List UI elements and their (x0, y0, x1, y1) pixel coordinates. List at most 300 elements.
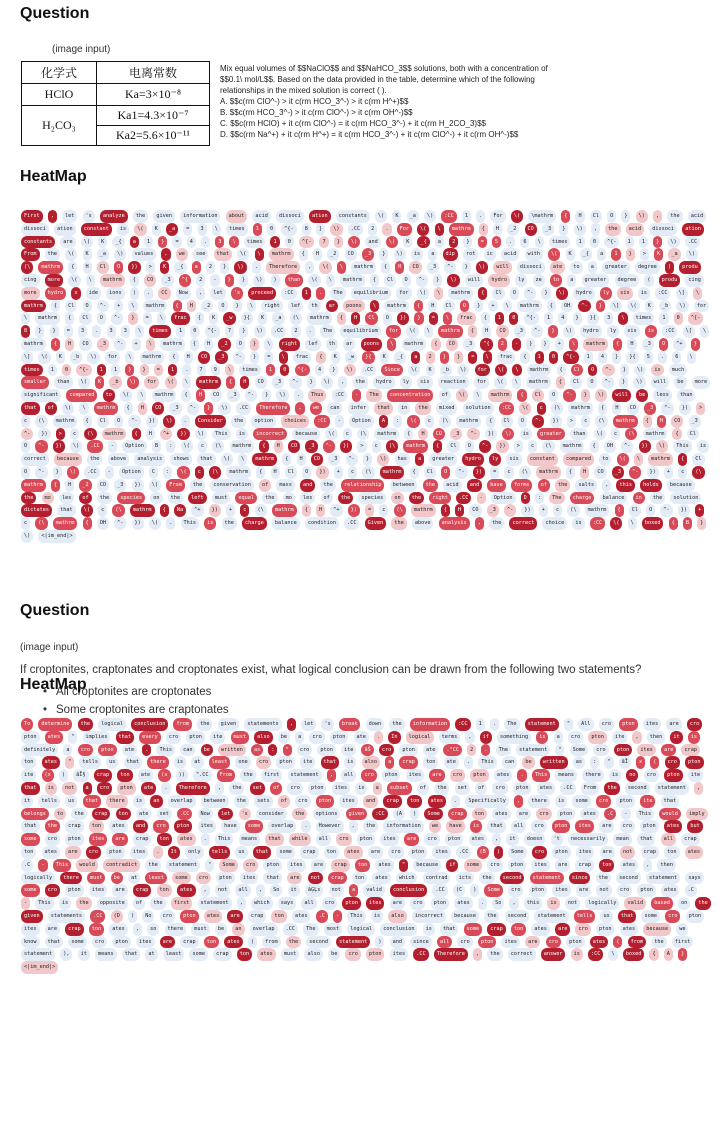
heatmap-token: .C (685, 884, 697, 897)
heatmap-token: pton (588, 731, 607, 744)
heatmap-token: can (502, 756, 517, 769)
heatmap-token: would (76, 859, 98, 872)
heatmap-token: mathrm (527, 364, 552, 377)
heatmap-token: forms (511, 479, 533, 492)
heatmap-token: mathrm (585, 504, 610, 517)
heatmap-token: : (535, 492, 544, 505)
heatmap-token: \) (114, 248, 126, 261)
heatmap-token: _2 (507, 223, 519, 236)
heatmap-token: the (651, 936, 666, 949)
heatmap-token: tells (574, 910, 596, 923)
heatmap-token: 2 (426, 351, 435, 364)
heatmap-token: , (509, 897, 518, 910)
heatmap-token: = (468, 351, 477, 364)
heatmap-token: K (654, 248, 663, 261)
heatmap-token: K (95, 376, 104, 389)
heatmap-token: mathrm (536, 466, 561, 479)
heatmap-token: that (374, 402, 393, 415)
heatmap-token: if (480, 731, 492, 744)
heatmap-token: pton (317, 744, 336, 757)
heatmap-token: Therefore (434, 948, 468, 961)
heatmap-token: _a (166, 223, 178, 236)
heatmap-token: ^- (504, 504, 516, 517)
heatmap-token: ate (141, 782, 156, 795)
heatmap-token: : (393, 415, 402, 428)
heatmap-token: Option (122, 440, 147, 453)
heatmap-token: ( (650, 756, 659, 769)
heatmap-token: _a (668, 248, 680, 261)
heatmap-token: } (53, 466, 62, 479)
heatmap-token: } (581, 389, 590, 402)
heatmap-token: } (363, 453, 372, 466)
heatmap-token: are (525, 936, 540, 949)
heatmap-token: <|im_end|> (21, 961, 58, 974)
heatmap-token: second (500, 872, 525, 885)
heatmap-token: a (83, 782, 92, 795)
heatmap-token: \( (548, 248, 560, 261)
heatmap-token: CO (496, 325, 508, 338)
heatmap-token: ite (300, 756, 315, 769)
heatmap-token: \ (608, 948, 617, 961)
heatmap-token: \ (157, 312, 166, 325)
heatmap-token: 0 (549, 351, 558, 364)
heatmap-token: 1 (168, 364, 177, 377)
heatmap-token: - (621, 808, 630, 821)
heatmap-token: . (478, 897, 487, 910)
heatmap-token: in (398, 402, 410, 415)
heatmap-token: , (653, 210, 662, 223)
heatmap-token: mass (276, 479, 295, 492)
heatmap-token: cro (532, 846, 547, 859)
heatmap-token: given (346, 808, 368, 821)
heatmap-token: will (465, 274, 484, 287)
table-cell-formula: H₂CO₃ (22, 106, 97, 146)
heatmap-token: CO (627, 402, 639, 415)
heatmap-token: = (429, 312, 438, 325)
heatmap-token: \ (687, 351, 696, 364)
heatmap-token: acid (252, 210, 271, 223)
heatmap-token: O (588, 364, 597, 377)
heatmap-token: _3 (463, 338, 475, 351)
heatmap-token: must (231, 731, 250, 744)
heatmap-token: . (252, 261, 261, 274)
heatmap-token: ites (531, 859, 550, 872)
heatmap-token: .CC (177, 808, 192, 821)
heatmap-token: greater (602, 261, 630, 274)
heatmap-token: option (251, 415, 276, 428)
heatmap-token: determine (38, 718, 72, 731)
heatmap-token: _3 (642, 338, 654, 351)
heatmap-token: ates (204, 910, 223, 923)
heatmap-token: K (566, 248, 575, 261)
heatmap-token: than (285, 274, 304, 287)
heatmap-token: to (103, 389, 115, 402)
heatmap-token: all (437, 936, 452, 949)
heatmap-token: c (372, 440, 381, 453)
heatmap-token: ton (117, 769, 132, 782)
heatmap-token: compared (66, 389, 97, 402)
heatmap-token: hydro (488, 274, 510, 287)
heatmap-token: since (569, 872, 591, 885)
heatmap-token: information (180, 210, 220, 223)
heatmap-token: " (604, 756, 613, 769)
heatmap-token: times (149, 325, 171, 338)
heatmap-token: . (294, 389, 303, 402)
heatmap-token: the (479, 872, 494, 885)
heatmap-token: \ (238, 453, 247, 466)
heatmap-token: O (510, 287, 519, 300)
heatmap-token: c (98, 504, 107, 517)
heatmap-token: . (142, 744, 151, 757)
heatmap-token: ites (366, 897, 385, 910)
heatmap-token: H (482, 325, 491, 338)
heatmap-token: Cl (97, 415, 109, 428)
heatmap-token: of (45, 402, 57, 415)
heatmap-token: , (492, 833, 501, 846)
heatmap-token: \( (319, 261, 331, 274)
heatmap-token: statements (48, 910, 85, 923)
heatmap-token: { (561, 210, 570, 223)
heatmap-token: mathrm (21, 479, 46, 492)
heatmap-token: ^- (524, 287, 536, 300)
heatmap-token: 1 (659, 312, 668, 325)
heatmap-token: ation (309, 210, 331, 223)
heatmap-token: \( (62, 402, 74, 415)
heatmap-token: K (380, 351, 389, 364)
heatmap-token: has (395, 453, 410, 466)
heatmap-token: 's (321, 718, 333, 731)
heatmap-token: \[ (676, 287, 688, 300)
heatmap-token: cro (322, 897, 337, 910)
heatmap-token: }) (38, 428, 50, 441)
heatmap-token: _3 (612, 466, 624, 479)
heatmap-token: } (35, 325, 44, 338)
heatmap-token: } (262, 389, 271, 402)
heatmap-token: it (506, 833, 518, 846)
heatmap-token: H (138, 402, 147, 415)
heatmap-token: 's (83, 210, 95, 223)
heatmap-token: ic (484, 248, 496, 261)
heatmap-token: CO (144, 274, 156, 287)
heatmap-token: This (35, 897, 54, 910)
heatmap-token: { (672, 428, 681, 441)
heatmap-token: \) (634, 364, 646, 377)
heatmap-token: are (600, 846, 615, 859)
heatmap-token: ates (177, 884, 196, 897)
heatmap-token: statement (288, 769, 322, 782)
heatmap-token: ly (607, 325, 619, 338)
heatmap-token: \ (229, 236, 238, 249)
heatmap-token: ates (454, 897, 473, 910)
heatmap-token: is (638, 287, 650, 300)
heatmap-token: be (636, 389, 648, 402)
heatmap-token: } (158, 236, 167, 249)
heatmap-token: if (446, 859, 458, 872)
heatmap-token: frac (497, 351, 516, 364)
heatmap-token: pton (65, 884, 84, 897)
heatmap-token: ar (326, 300, 338, 313)
heatmap-token: \ (628, 517, 637, 530)
heatmap-token: O (402, 274, 411, 287)
heatmap-token: ton (157, 884, 172, 897)
heatmap-token: \ (424, 325, 433, 338)
heatmap-token: 6 (520, 236, 529, 249)
heatmap-token: This (478, 756, 497, 769)
heatmap-token: \) (344, 364, 356, 377)
heatmap-token: must (191, 923, 210, 936)
heatmap-token: \( (120, 389, 132, 402)
heatmap-token: are (390, 897, 405, 910)
heatmap-token: must (87, 872, 106, 885)
heatmap-token: mathrm (196, 376, 221, 389)
heatmap-token: a (428, 248, 437, 261)
heatmap-token: the (320, 479, 335, 492)
heatmap-token: are (65, 846, 80, 859)
heatmap-token: crap (399, 756, 418, 769)
heatmap-token: solution (463, 402, 494, 415)
heatmap-token: cro (687, 718, 702, 731)
heatmap-token: us (65, 795, 77, 808)
heatmap-token: } (548, 325, 557, 338)
heatmap-token: cro (644, 769, 659, 782)
heatmap-token: the (604, 782, 619, 795)
heatmap-token: \) (330, 223, 342, 236)
heatmap-token: Thus (308, 389, 327, 402)
heatmap-token: ites (339, 795, 358, 808)
heatmap-token: H (187, 300, 196, 313)
heatmap-token: salts (575, 479, 597, 492)
heatmap-token: _{ (394, 351, 406, 364)
heatmap-token: { (51, 300, 60, 313)
heatmap-token: { (441, 504, 450, 517)
heatmap-token: _2 (327, 248, 339, 261)
question-heading-2: Question (20, 602, 90, 619)
heatmap-token: crap (681, 833, 700, 846)
heatmap-token: _a (407, 210, 419, 223)
heatmap-token: mathrm (272, 504, 297, 517)
heatmap-token: . (144, 287, 153, 300)
heatmap-token: 3 (78, 325, 87, 338)
heatmap-token: Option (349, 415, 374, 428)
heatmap-token: - (512, 338, 521, 351)
heatmap-token: . (301, 820, 310, 833)
heatmap-token: we (429, 820, 441, 833)
heatmap-token: crap (300, 846, 319, 859)
heatmap-token: \ (473, 389, 482, 402)
heatmap-token: are (287, 872, 302, 885)
heatmap-token: { (486, 415, 495, 428)
heatmap-token: ^- (444, 261, 456, 274)
heatmap-token: " (555, 744, 564, 757)
heatmap-token: ton (472, 808, 487, 821)
heatmap-token: { (256, 466, 265, 479)
heatmap-token: a (567, 274, 576, 287)
heatmap-token: mathrm (648, 453, 673, 466)
heatmap-token: hydro (462, 453, 484, 466)
heatmap-token: set (157, 808, 172, 821)
heatmap-token: 1 (253, 223, 262, 236)
heatmap-token: dissoci (21, 223, 49, 236)
heatmap-token: c (70, 428, 79, 441)
heatmap-token: 0 (267, 223, 276, 236)
heatmap-token: K (56, 351, 65, 364)
heatmap-token: correct (509, 517, 537, 530)
heatmap-token: (\ (595, 415, 607, 428)
heatmap-token: mathrm (307, 312, 332, 325)
heatmap-token: . (476, 210, 485, 223)
heatmap-token: relationship (341, 479, 384, 492)
heatmap-token: the (133, 210, 148, 223)
heatmap-token: mathrm (526, 376, 551, 389)
heatmap-token: the (71, 808, 86, 821)
heatmap-token: than (54, 376, 73, 389)
heatmap-token: .CC (348, 223, 363, 236)
heatmap-token: :CC (455, 718, 470, 731)
heatmap-token: { (83, 517, 92, 530)
heatmap-token: ton (599, 859, 614, 872)
heatmap-token: that (21, 402, 40, 415)
heatmap-token: is (547, 897, 559, 910)
heatmap-token: cro (575, 923, 590, 936)
heatmap-token: ^{- (524, 312, 539, 325)
heatmap-token: ate (122, 744, 137, 757)
heatmap-token: the (240, 769, 255, 782)
heatmap-token: c (504, 466, 513, 479)
question-line: A. $$c(rm ClO^-) > it c(rm HCO_3^-) > it c(rm H^+)$$ (220, 97, 409, 106)
heatmap-token: (\ (519, 466, 531, 479)
heatmap-token: balance (272, 517, 300, 530)
heatmap-token: shows (170, 453, 192, 466)
heatmap-token: From (581, 782, 600, 795)
heatmap-token: } (619, 376, 628, 389)
heatmap-token: (B (477, 846, 489, 859)
heatmap-token: \) (254, 325, 266, 338)
heatmap-token: first (261, 769, 283, 782)
heatmap-token: and (133, 820, 148, 833)
heatmap-token: ) (494, 846, 503, 859)
heatmap-token: (\ (212, 440, 224, 453)
heatmap-token: are (311, 859, 326, 872)
heatmap-token: constants (21, 236, 55, 249)
heatmap-token: cro (297, 744, 312, 757)
heatmap-token: th (308, 300, 320, 313)
heatmap-token: reaction (438, 376, 469, 389)
heatmap-token: Therefore (176, 782, 210, 795)
heatmap-token: statement (655, 782, 689, 795)
heatmap-token: > (56, 428, 65, 441)
heatmap-token: , (215, 782, 224, 795)
heatmap-token: conclusion (131, 718, 168, 731)
heatmap-token: answer (541, 948, 566, 961)
heatmap-token: \( (221, 453, 233, 466)
heatmap-token: les (300, 492, 315, 505)
heatmap-token: ites (406, 769, 425, 782)
heatmap-token: CO (594, 466, 606, 479)
heatmap-token: this (616, 479, 635, 492)
heatmap-token: not (565, 897, 580, 910)
heatmap-token: ^- (97, 300, 109, 313)
heatmap-token: .CC (90, 910, 105, 923)
heatmap-token: . (161, 782, 170, 795)
heatmap-token: (\ (84, 428, 96, 441)
heatmap-token: cro (160, 910, 175, 923)
heatmap-token: However (316, 820, 344, 833)
heatmap-token: break (339, 718, 361, 731)
heatmap-token: of (133, 897, 145, 910)
heatmap-token: cro (196, 872, 211, 885)
heatmap-token: this (524, 897, 543, 910)
heatmap-token: .CC (271, 325, 286, 338)
heatmap-token: there (106, 795, 128, 808)
heatmap-token: tells (209, 846, 231, 859)
heatmap-token: H (627, 338, 636, 351)
heatmap-token: a (597, 248, 606, 261)
heatmap-token: c (21, 517, 30, 530)
heatmap-token: }) (397, 312, 409, 325)
heatmap-token: cro (546, 936, 561, 949)
heatmap-token: cro (256, 756, 271, 769)
heatmap-token: { (649, 948, 658, 961)
heatmap-token: { (590, 440, 599, 453)
heatmap-token: . (201, 833, 210, 846)
heatmap-token: 1 (266, 364, 275, 377)
heatmap-token: Since (381, 364, 403, 377)
heatmap-token: c (425, 415, 434, 428)
heatmap-token: \( (594, 428, 606, 441)
heatmap-token: C (149, 466, 158, 479)
heatmap-token: 5 (644, 351, 653, 364)
heatmap-token: K (152, 223, 161, 236)
heatmap-token: 1 (97, 364, 106, 377)
heatmap-token: Cl (447, 440, 459, 453)
heatmap-token: a (435, 236, 444, 249)
heatmap-token: _2 (79, 479, 91, 492)
heatmap-token: ^{ (480, 338, 492, 351)
heatmap-token: ton (355, 859, 370, 872)
heatmap-token: ly (515, 274, 527, 287)
heatmap-token: { (479, 223, 488, 236)
heatmap-token: Now (198, 808, 213, 821)
heatmap-token: pton (614, 744, 633, 757)
heatmap-token: ar (343, 338, 355, 351)
heatmap-token: So (270, 884, 282, 897)
heatmap-token: Specifically (465, 795, 508, 808)
heatmap-token: (\ (21, 261, 33, 274)
heatmap-token: the (389, 718, 404, 731)
heatmap-token: cro (508, 884, 523, 897)
heatmap-token: ^- (531, 325, 543, 338)
heatmap-token: are (576, 884, 591, 897)
heatmap-token: O (236, 338, 245, 351)
heatmap-token: is (133, 795, 145, 808)
heatmap-token: proceed (248, 287, 276, 300)
heatmap-token: are (429, 769, 444, 782)
heatmap-token: ton (237, 948, 252, 961)
heatmap-token: O (549, 389, 558, 402)
heatmap-token: " (564, 718, 573, 731)
heatmap-token: icts (456, 872, 475, 885)
heatmap-token: 3 (107, 325, 116, 338)
heatmap-token: there (60, 872, 82, 885)
heatmap-token: all (301, 897, 316, 910)
heatmap-token: cro (287, 782, 302, 795)
heatmap-token: pton (470, 769, 489, 782)
heatmap-token: No (142, 910, 154, 923)
heatmap-token: ites (575, 820, 594, 833)
heatmap-token: \( (495, 364, 507, 377)
heatmap-token: ates (469, 833, 488, 846)
heatmap-token: is (651, 364, 663, 377)
